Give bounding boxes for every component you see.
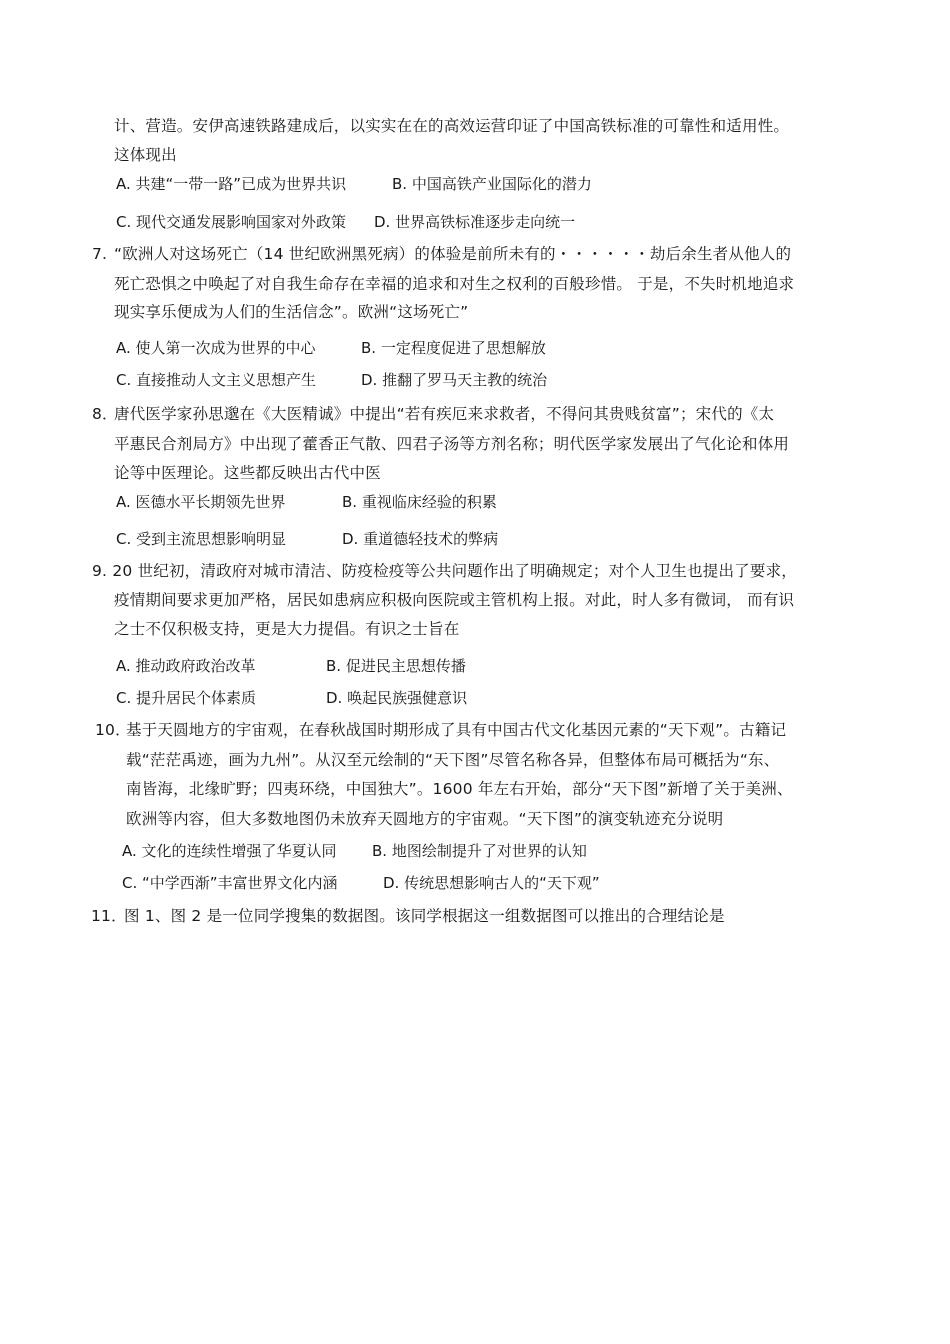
q11-number: 11． [91,907,127,925]
q6-option-a[interactable]: A. 共建“一带一路”已成为世界共识 [116,175,347,193]
q8-line-1: 唐代医学家孙思邈在《大医精诚》中提出“若有疾厄来求救者，不得问其贵贱贫富”；宋代的《太 [114,405,775,423]
q10-line-4: 欧洲等内容，但大多数地图仍未放弃天圆地方的宇宙观。“天下图”的演变轨迹充分说明 [126,810,724,828]
q8-line-2: 平惠民合剂局方》中出现了藿香正气散、四君子汤等方剂名称；明代医学家发展出了气化论和体用 [114,435,790,453]
q9-option-b[interactable]: B. 促进民主思想传播 [326,657,466,675]
q11-line: 图 1、图 2 是一位同学搜集的数据图。该同学根据这一组数据图可以推出的合理结论是 [124,907,725,925]
q10-number: 10． [95,721,131,739]
q10-option-c[interactable]: C. “中学西渐”丰富世界文化内涵 [122,874,338,892]
q7-option-c[interactable]: C. 直接推动人文主义思想产生 [116,371,317,389]
q8-number: 8． [92,405,118,423]
q6-option-d[interactable]: D. 世界高铁标准逐步走向统一 [374,213,576,231]
q8-line-3: 论等中医理论。这些都反映出古代中医 [114,464,381,482]
q9-option-c[interactable]: C. 提升居民个体素质 [116,689,257,707]
q7-option-a[interactable]: A. 使人第一次成为世界的中心 [116,339,316,357]
q7-line-2: 死亡恐惧之中唤起了对自我生命存在幸福的追求和对生之权利的百般珍惜。 于是，不失时机地追求 [114,275,795,293]
q6-line-2: 这体现出 [114,146,177,164]
q8-option-a[interactable]: A. 医德水平长期领先世界 [116,493,286,511]
q9-line-1: 9. 20 世纪初，清政府对城市清洁、防疫检疫等公共问题作出了明确规定；对个人卫生也提出了要求， [92,562,797,580]
q10-option-d[interactable]: D. 传统思想影响古人的“天下观” [383,874,600,892]
q9-option-d[interactable]: D. 唤起民族强健意识 [326,689,468,707]
q7-number: 7. [92,245,108,263]
q10-option-a[interactable]: A. 文化的连续性增强了华夏认同 [122,842,337,860]
q7-line-1: “欧洲人对这场死亡（14 世纪欧洲黑死病）的体验是前所未有的・・・・・・劫后余生者从他人的 [114,245,792,263]
q6-option-c[interactable]: C. 现代交通发展影响国家对外政策 [116,213,347,231]
q7-line-3: 现实享乐便成为人们的生活信念”。欧洲“这场死亡” [114,303,469,321]
q10-option-b[interactable]: B. 地图绘制提升了对世界的认知 [372,842,587,860]
q6-line-1: 计、营造。安伊高速铁路建成后，以实实在在的高效运营印证了中国高铁标准的可靠性和适用性。 [114,117,790,135]
q8-option-b[interactable]: B. 重视临床经验的积累 [342,493,497,511]
q8-option-d[interactable]: D. 重道德轻技术的弊病 [342,530,499,548]
q7-option-d[interactable]: D. 推翻了罗马天主教的统治 [361,371,548,389]
q10-line-1: 基于天圆地方的宇宙观，在春秋战国时期形成了具有中国古代文化基因元素的“天下观”。古籍记 [126,721,787,739]
q8-option-c[interactable]: C. 受到主流思想影响明显 [116,530,287,548]
q9-line-3: 之士不仅积极支持，更是大力提倡。有识之士旨在 [114,620,460,638]
q9-line-2: 疫情期间要求更加严格，居民如患病应积极向医院或主管机构上报。对此，时人多有微词， 而有识 [114,591,795,609]
q10-line-2: 载“茫茫禹迹，画为九州”。从汉至元绘制的“天下图”尽管名称各异，但整体布局可概括为“东、 [126,751,780,769]
q6-option-b[interactable]: B. 中国高铁产业国际化的潜力 [392,175,592,193]
q7-option-b[interactable]: B. 一定程度促进了思想解放 [361,339,546,357]
q10-line-3: 南皆海，北缘旷野；四夷环绕，中国独大”。1600 年左右开始，部分“天下图”新增了关于美洲、 [126,780,793,798]
q9-option-a[interactable]: A. 推动政府政治改革 [116,657,256,675]
